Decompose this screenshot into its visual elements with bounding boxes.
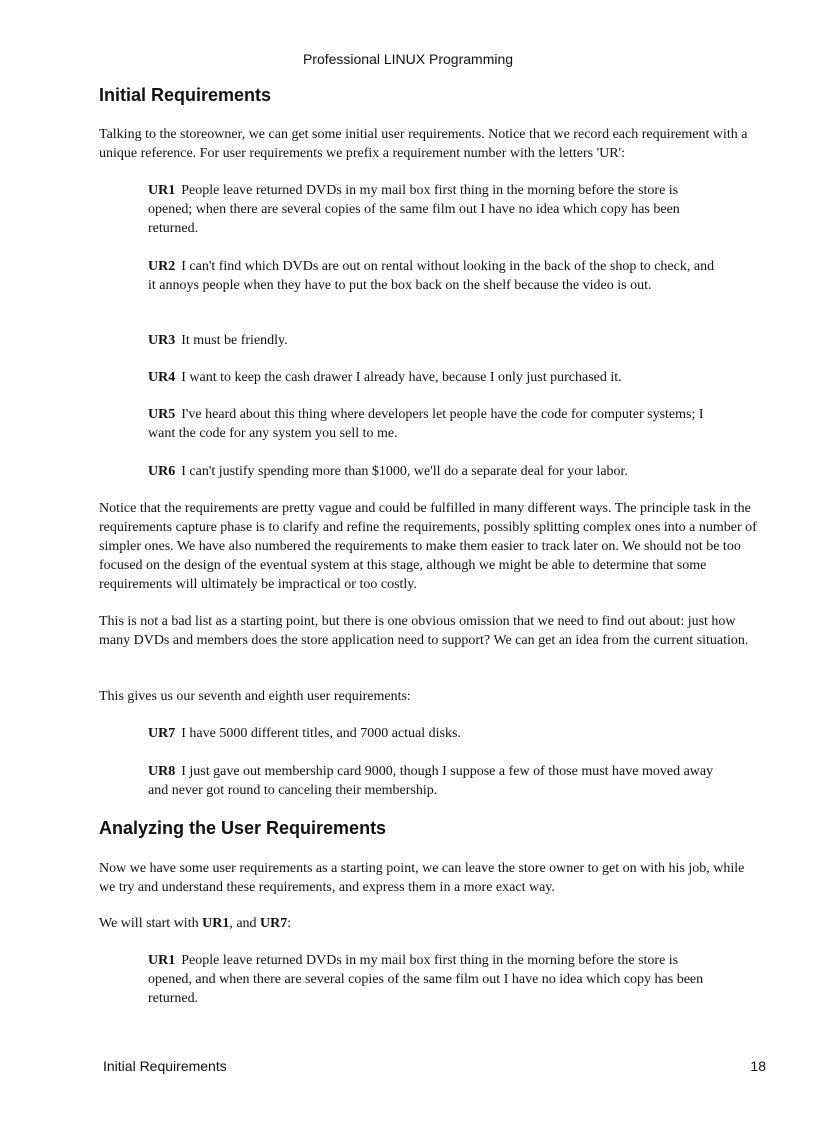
requirement-id: UR7 xyxy=(148,726,176,741)
seventh-eighth-paragraph: This gives us our seventh and eighth user requirements: xyxy=(99,689,411,704)
requirement-text: I just gave out membership card 9000, though I suppose a few of those must have moved away and never got round to canceling their membership. xyxy=(148,764,714,798)
requirement-id: UR1 xyxy=(148,953,176,968)
ref-ur1: UR1 xyxy=(202,916,230,931)
requirement-id: UR3 xyxy=(148,333,176,348)
intro-paragraph: Talking to the storeowner, we can get some initial user requirements. Notice that we record each requirement with a unique reference. For user requirements we prefix a requirement number with the letters 'UR': xyxy=(99,127,748,161)
requirement-text: I've heard about this thing where developers let people have the code for computer systems; I want the code for any system you sell to me. xyxy=(148,407,704,441)
requirement-text: I can't justify spending more than $1000, we'll do a separate deal for your labor. xyxy=(181,464,628,479)
requirement-id: UR2 xyxy=(148,259,176,274)
section-title-initial-requirements: Initial Requirements xyxy=(99,85,272,105)
requirement-id: UR1 xyxy=(148,183,176,198)
requirement-ur1 xyxy=(148,181,718,238)
requirement-text: People leave returned DVDs in my mail box first thing in the morning before the store is opened; when there are several copies of the same film out I have no idea which copy has been returned. xyxy=(148,183,680,236)
page-number: 18 xyxy=(750,1058,766,1074)
requirement-id: UR5 xyxy=(148,407,176,422)
requirement-ur1-repeat xyxy=(148,951,718,1008)
requirement-id: UR4 xyxy=(148,370,176,385)
requirement-text: I want to keep the cash drawer I already have, because I only just purchased it. xyxy=(181,370,622,385)
omission-paragraph: This is not a bad list as a starting point, but there is one obvious omission that we need to find out about: just how many DVDs and members does the store application need to support? We can get an idea from the current situation. xyxy=(99,614,749,648)
requirement-id: UR6 xyxy=(148,464,176,479)
requirement-id: UR8 xyxy=(148,764,176,779)
requirement-ur7 xyxy=(148,724,718,743)
requirement-text: I have 5000 different titles, and 7000 actual disks. xyxy=(181,726,461,741)
requirement-text: People leave returned DVDs in my mail box first thing in the morning before the store is opened, and when there are several copies of the same film out I have no idea which copy has been returned. xyxy=(148,953,704,1006)
requirement-ur6 xyxy=(148,462,718,481)
requirement-ur2 xyxy=(148,257,718,295)
running-header: Professional LINUX Programming xyxy=(302,51,514,67)
requirement-ur8 xyxy=(148,762,718,800)
analyzing-intro-paragraph: Now we have some user requirements as a starting point, we can leave the store owner to get on with his job, while we try and understand these requirements, and express them in a more exact way. xyxy=(99,861,745,895)
requirement-text: I can't find which DVDs are out on rental without looking in the back of the shop to check, and it annoys people when they have to put the box back on the shelf because the video is out. xyxy=(148,259,715,293)
start-with-paragraph: We will start with UR1, and UR7: xyxy=(99,916,292,931)
requirement-ur3 xyxy=(148,331,718,350)
section-title-analyzing: Analyzing the User Requirements xyxy=(99,818,387,838)
vague-requirements-paragraph: Notice that the requirements are pretty vague and could be fulfilled in many different ways. The principle task in the requirements capture phase is to clarify and refine the requirements, possibly splitting complex ones into a number of simpler ones. We have also numbered the requirements to make them easier to track later on. We should not be too focused on the design of the eventual system at this stage, although we might be able to determine that some requirements will ultimately be impractical or too costly. xyxy=(99,501,757,592)
footer-section-title: Initial Requirements xyxy=(103,1058,227,1074)
requirement-text: It must be friendly. xyxy=(181,333,288,348)
ref-ur7: UR7 xyxy=(260,916,288,931)
requirement-ur5 xyxy=(148,405,718,443)
requirement-ur4 xyxy=(148,368,718,387)
